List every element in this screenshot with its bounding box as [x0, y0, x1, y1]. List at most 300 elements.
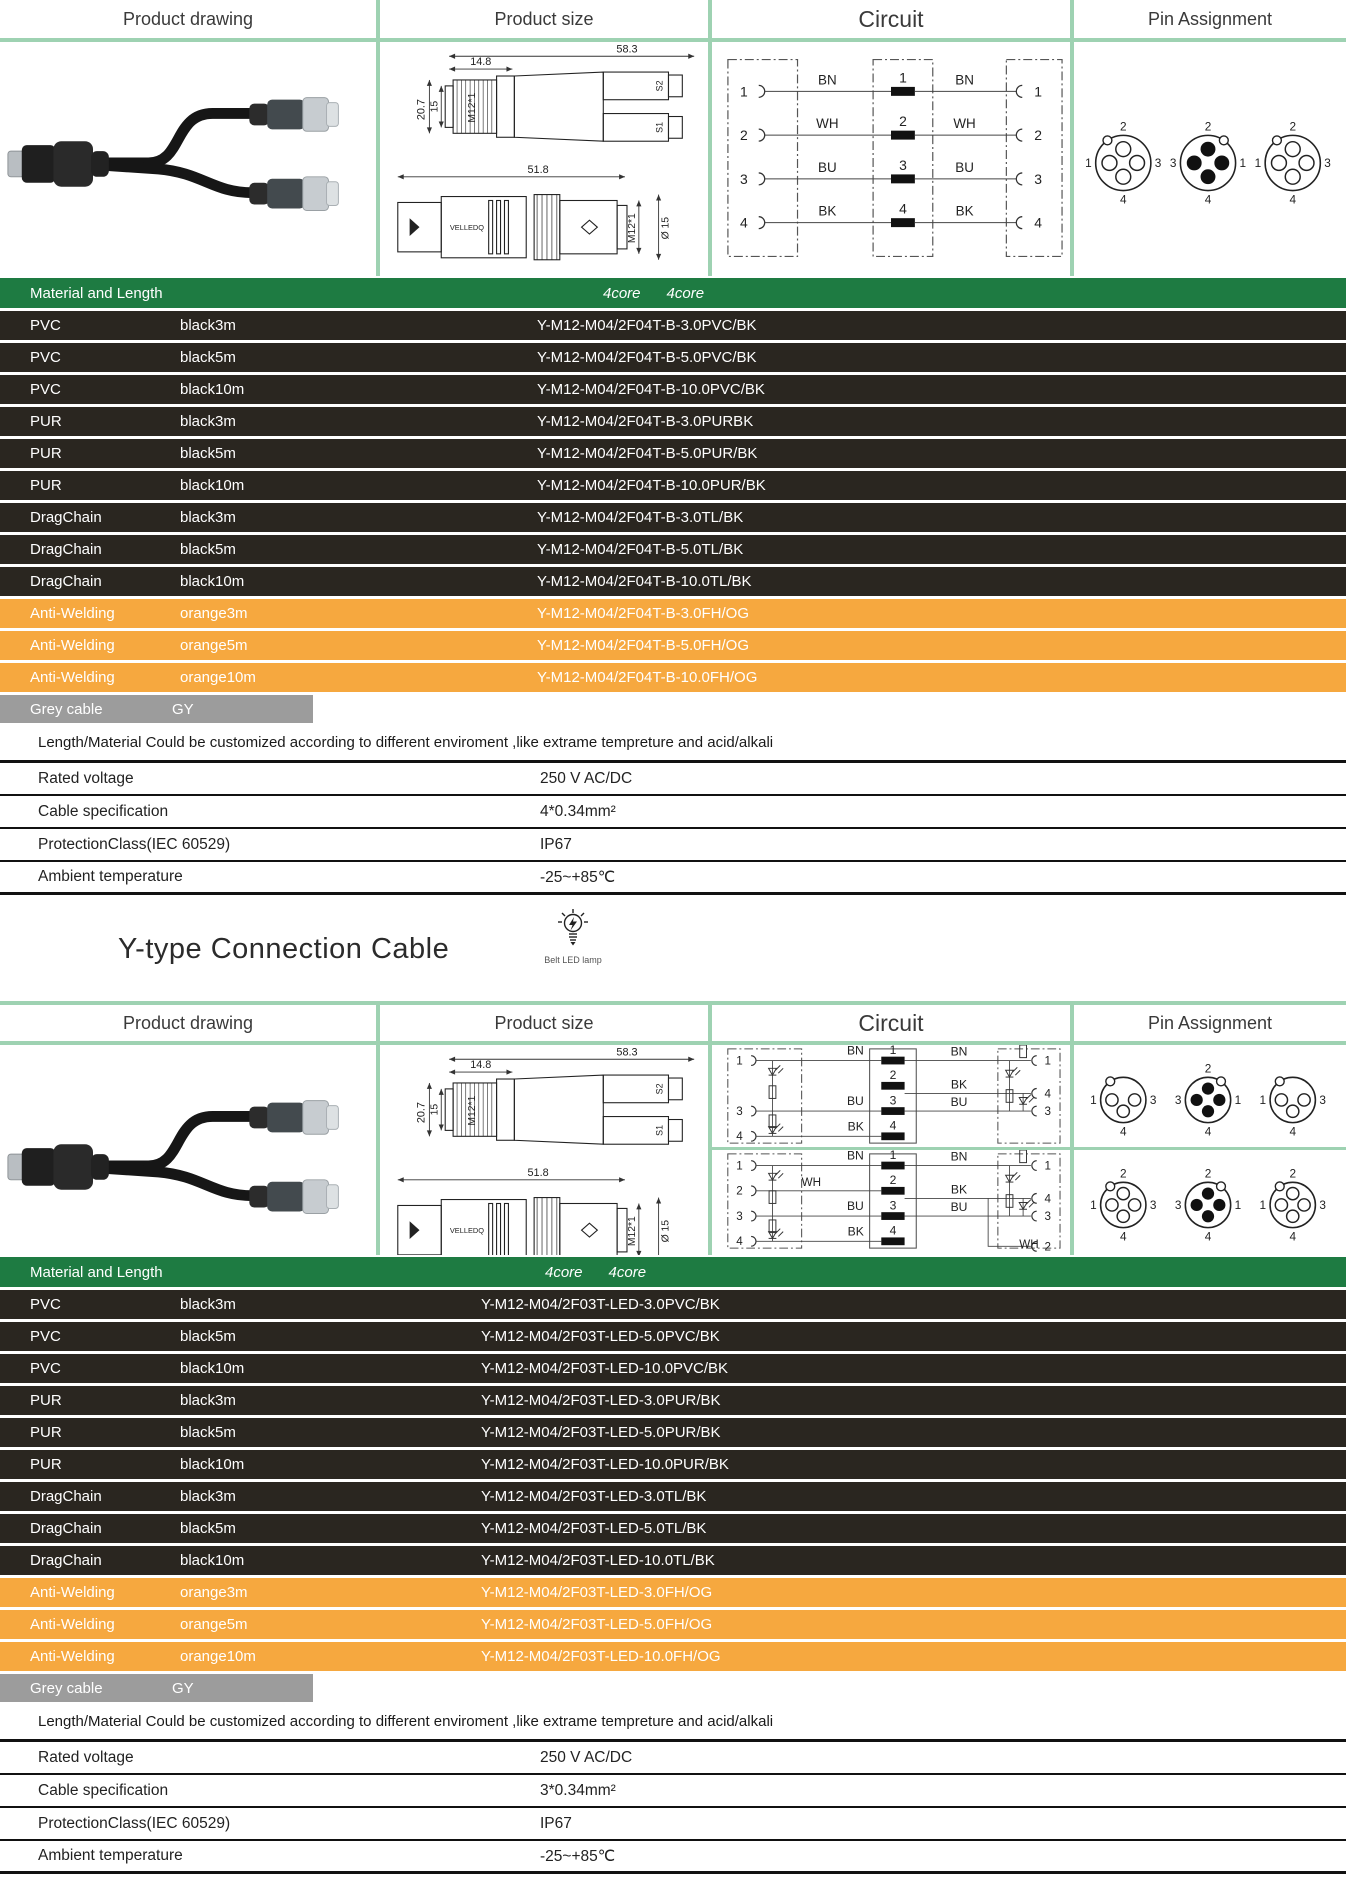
- table-row: [0, 631, 1346, 660]
- column-title-product-size: [380, 0, 712, 38]
- spec-row: [0, 1841, 1346, 1874]
- length-cell: black10m: [180, 1456, 245, 1473]
- svg-text:4: 4: [739, 214, 748, 231]
- svg-text:BU: BU: [846, 1199, 864, 1214]
- part-cell: Y-M12-M04/2F03T-LED-5.0PUR/BK: [481, 1424, 721, 1441]
- svg-text:BN: BN: [950, 1150, 968, 1164]
- product-photo: [0, 42, 380, 276]
- table-row: [0, 471, 1346, 500]
- table-row: [0, 407, 1346, 436]
- led-lamp-badge-label: Belt LED lamp: [544, 955, 602, 965]
- core-label: 4core: [603, 284, 641, 302]
- spec-label: ProtectionClass(IEC 60529): [38, 1814, 231, 1832]
- pin-assignment-diagram: [1074, 42, 1346, 276]
- table-row: [0, 1514, 1346, 1543]
- column-title-text: Circuit: [858, 5, 924, 32]
- svg-text:3: 3: [1034, 170, 1042, 187]
- svg-text:3: 3: [889, 1093, 897, 1108]
- part-cell: Y-M12-M04/2F03T-LED-5.0PVC/BK: [481, 1328, 720, 1345]
- length-cell: orange3m: [180, 1584, 248, 1601]
- column-title-text: Product size: [494, 1012, 594, 1033]
- svg-text:3: 3: [739, 170, 748, 187]
- svg-text:20.7: 20.7: [415, 99, 428, 121]
- material-cell: PUR: [30, 413, 62, 430]
- part-cell: Y-M12-M04/2F03T-LED-10.0FH/OG: [481, 1648, 721, 1665]
- svg-text:4: 4: [736, 1130, 743, 1144]
- svg-text:58.3: 58.3: [616, 1046, 638, 1059]
- svg-text:4: 4: [1204, 1229, 1212, 1244]
- svg-text:2: 2: [889, 1068, 897, 1082]
- svg-text:WH: WH: [953, 116, 976, 132]
- material-cell: Anti-Welding: [30, 605, 115, 622]
- svg-text:4: 4: [1044, 1192, 1051, 1206]
- grey-cable-code: GY: [172, 700, 194, 718]
- spec-value: -25~+85℃: [540, 1847, 616, 1865]
- table-header-band: [0, 278, 1346, 308]
- svg-text:2: 2: [1289, 1166, 1297, 1181]
- part-cell: Y-M12-M04/2F03T-LED-5.0FH/OG: [481, 1616, 713, 1633]
- table-row: [0, 503, 1346, 532]
- material-cell: PUR: [30, 1456, 62, 1473]
- svg-text:3: 3: [1044, 1209, 1051, 1223]
- column-title-circuit: [712, 0, 1074, 38]
- svg-text:58.3: 58.3: [616, 43, 638, 56]
- pin-assignment-row-bottom: [1074, 1150, 1346, 1255]
- table-row: [0, 1482, 1346, 1511]
- part-cell: Y-M12-M04/2F04T-B-10.0PVC/BK: [537, 381, 765, 398]
- led-lamp-badge: [534, 907, 612, 965]
- part-cell: Y-M12-M04/2F03T-LED-3.0PVC/BK: [481, 1296, 720, 1313]
- svg-text:BN: BN: [950, 1045, 968, 1059]
- svg-text:VELLEDQ: VELLEDQ: [449, 1226, 484, 1236]
- material-cell: PUR: [30, 477, 62, 494]
- column-title-text: Pin Assignment: [1147, 8, 1273, 29]
- svg-text:3: 3: [1174, 1197, 1182, 1212]
- svg-text:BN: BN: [955, 72, 974, 88]
- part-cell: Y-M12-M04/2F04T-B-3.0PURBK: [537, 413, 754, 430]
- svg-text:3: 3: [1149, 1092, 1157, 1107]
- table-row: [0, 599, 1346, 628]
- column-title-text: Product drawing: [122, 8, 254, 29]
- length-cell: black5m: [180, 1424, 236, 1441]
- svg-text:1: 1: [889, 1150, 897, 1162]
- svg-text:BU: BU: [955, 159, 974, 175]
- part-cell: Y-M12-M04/2F03T-LED-3.0TL/BK: [481, 1488, 707, 1505]
- length-cell: black10m: [180, 573, 245, 590]
- spec-value: -25~+85℃: [540, 868, 616, 886]
- svg-text:S2: S2: [654, 1083, 665, 1095]
- spec-value: 250 V AC/DC: [540, 1748, 633, 1766]
- material-cell: PVC: [30, 381, 61, 398]
- spec-label: Ambient temperature: [38, 868, 183, 885]
- table-row: [0, 1546, 1346, 1575]
- part-cell: Y-M12-M04/2F04T-B-3.0PVC/BK: [537, 317, 757, 334]
- svg-text:4: 4: [889, 1223, 897, 1238]
- circuit-svg: [712, 42, 1070, 274]
- svg-text:1: 1: [899, 69, 907, 86]
- material-cell: PUR: [30, 445, 62, 462]
- column-title-text: Product size: [494, 8, 594, 29]
- pin-assignment-diagrams: [1074, 1045, 1346, 1255]
- svg-text:3: 3: [1044, 1104, 1051, 1118]
- spec-label: Rated voltage: [38, 1748, 134, 1766]
- spec-row: [0, 1775, 1346, 1808]
- svg-text:15: 15: [429, 100, 441, 113]
- table-header-label: Material and Length: [30, 1263, 163, 1281]
- svg-text:4: 4: [889, 1118, 897, 1133]
- svg-text:4: 4: [1119, 192, 1127, 207]
- material-cell: Anti-Welding: [30, 1616, 115, 1633]
- circuit-svg: [712, 1150, 1070, 1252]
- svg-text:1: 1: [1044, 1159, 1051, 1173]
- part-cell: Y-M12-M04/2F04T-B-5.0PVC/BK: [537, 349, 757, 366]
- material-cell: DragChain: [30, 509, 102, 526]
- spec-value: 4*0.34mm²: [540, 802, 616, 820]
- svg-text:4: 4: [1119, 1229, 1127, 1244]
- part-cell: Y-M12-M04/2F04T-B-5.0PUR/BK: [537, 445, 758, 462]
- svg-text:S2: S2: [654, 80, 665, 92]
- svg-text:S1: S1: [654, 121, 665, 133]
- svg-text:3: 3: [1324, 155, 1331, 170]
- spec-row: [0, 1808, 1346, 1841]
- product-size-drawing: [380, 1045, 712, 1255]
- spec-value: IP67: [540, 1814, 572, 1832]
- grey-cable-code: GY: [172, 1679, 194, 1697]
- column-title-pin-assignment: [1074, 1005, 1346, 1041]
- pin-row-svg: [1074, 1045, 1342, 1147]
- table-row: [0, 567, 1346, 596]
- material-cell: PVC: [30, 349, 61, 366]
- material-cell: DragChain: [30, 1488, 102, 1505]
- svg-text:2: 2: [1119, 1166, 1127, 1181]
- svg-text:4: 4: [1044, 1087, 1051, 1101]
- part-cell: Y-M12-M04/2F04T-B-10.0TL/BK: [537, 573, 752, 590]
- core-labels: [545, 1264, 646, 1281]
- svg-text:BN: BN: [818, 72, 837, 88]
- table-header-band: [0, 1257, 1346, 1287]
- svg-text:2: 2: [739, 127, 748, 144]
- spec-label: Cable specification: [38, 802, 169, 820]
- material-cell: PVC: [30, 1296, 61, 1313]
- svg-text:3: 3: [1174, 1092, 1182, 1107]
- svg-text:VELLEDQ: VELLEDQ: [449, 223, 484, 233]
- svg-text:4: 4: [1289, 1124, 1297, 1139]
- svg-text:BU: BU: [846, 1094, 864, 1109]
- product-photo-svg: [0, 1045, 376, 1255]
- spec-row: [0, 796, 1346, 829]
- svg-text:2: 2: [1044, 1240, 1051, 1252]
- circuit-svg: [712, 1045, 1070, 1147]
- length-cell: black3m: [180, 413, 236, 430]
- svg-text:WH: WH: [801, 1175, 822, 1189]
- svg-text:M12*1: M12*1: [626, 213, 638, 244]
- length-cell: black10m: [180, 381, 245, 398]
- table-row: [0, 1578, 1346, 1607]
- svg-text:3: 3: [889, 1198, 897, 1213]
- pin-row-svg: [1074, 1150, 1342, 1252]
- svg-text:1: 1: [1254, 155, 1262, 170]
- table-row: [0, 1642, 1346, 1671]
- part-cell: Y-M12-M04/2F04T-B-10.0FH/OG: [537, 669, 758, 686]
- material-cell: DragChain: [30, 1520, 102, 1537]
- svg-text:M12*1: M12*1: [466, 92, 478, 123]
- svg-text:BU: BU: [818, 159, 837, 175]
- svg-text:4: 4: [1034, 214, 1042, 231]
- table-row: [0, 1418, 1346, 1447]
- svg-text:1: 1: [1044, 1054, 1051, 1068]
- svg-text:15: 15: [429, 1103, 441, 1116]
- svg-text:1: 1: [736, 1159, 743, 1173]
- spec-value: 250 V AC/DC: [540, 769, 633, 787]
- spec-table: [0, 760, 1346, 895]
- spec-row: [0, 829, 1346, 862]
- column-title-pin-assignment: [1074, 0, 1346, 38]
- svg-text:WH: WH: [816, 116, 839, 132]
- length-cell: orange5m: [180, 637, 248, 654]
- circuit-diagrams: [712, 1045, 1074, 1255]
- core-labels: [603, 285, 704, 302]
- core-label: 4core: [666, 284, 705, 302]
- spec-row: [0, 1742, 1346, 1775]
- grey-cable-label: Grey cable: [30, 1679, 103, 1697]
- svg-text:3: 3: [1319, 1197, 1326, 1212]
- part-cell: Y-M12-M04/2F03T-LED-3.0PUR/BK: [481, 1392, 721, 1409]
- svg-text:51.8: 51.8: [527, 163, 549, 176]
- svg-text:4: 4: [1204, 192, 1212, 207]
- svg-text:BK: BK: [818, 203, 837, 219]
- table-row: [0, 535, 1346, 564]
- circuit-diagram-bottom: [712, 1150, 1070, 1255]
- svg-text:2: 2: [1034, 127, 1042, 144]
- column-title-text: Pin Assignment: [1147, 1012, 1273, 1033]
- column-title-text: Product drawing: [122, 1012, 254, 1033]
- column-title-product-size: [380, 1005, 712, 1041]
- svg-text:4: 4: [899, 200, 907, 217]
- content-row: [0, 1045, 1346, 1255]
- svg-text:BK: BK: [847, 1224, 864, 1239]
- svg-text:14.8: 14.8: [470, 1059, 492, 1072]
- svg-text:BK: BK: [955, 203, 974, 219]
- spec-label: Rated voltage: [38, 769, 134, 787]
- length-cell: black10m: [180, 1360, 245, 1377]
- svg-text:4: 4: [736, 1235, 743, 1249]
- svg-text:1: 1: [1234, 1092, 1242, 1107]
- spec-label: ProtectionClass(IEC 60529): [38, 835, 231, 853]
- part-cell: Y-M12-M04/2F03T-LED-10.0TL/BK: [481, 1552, 715, 1569]
- table-row: [0, 439, 1346, 468]
- product-size-drawing: [380, 42, 712, 276]
- length-cell: black10m: [180, 477, 245, 494]
- material-cell: PVC: [30, 1360, 61, 1377]
- customization-note: Length/Material Could be customized according to different enviroment ,like extrame tempreture and acid/alkali: [38, 1713, 774, 1730]
- svg-text:2: 2: [1289, 119, 1297, 134]
- spec-row: [0, 763, 1346, 796]
- svg-text:1: 1: [1259, 1092, 1267, 1107]
- part-cell: Y-M12-M04/2F04T-B-10.0PUR/BK: [537, 477, 766, 494]
- length-cell: orange10m: [180, 669, 256, 686]
- svg-text:3: 3: [899, 156, 907, 173]
- length-cell: black3m: [180, 1392, 236, 1409]
- svg-text:4: 4: [1289, 192, 1297, 207]
- spec-label: Cable specification: [38, 1781, 169, 1799]
- svg-text:3: 3: [736, 1209, 743, 1223]
- section-4core-cable: [0, 0, 1346, 895]
- table-row: [0, 1290, 1346, 1319]
- section-led-cable: [0, 895, 1346, 1874]
- svg-text:3: 3: [1149, 1197, 1157, 1212]
- svg-text:S1: S1: [654, 1124, 665, 1136]
- svg-text:BN: BN: [846, 1150, 864, 1163]
- svg-text:M12*1: M12*1: [466, 1095, 478, 1126]
- grey-cable-row: [0, 1674, 313, 1702]
- length-cell: black5m: [180, 445, 236, 462]
- svg-text:BK: BK: [950, 1077, 968, 1092]
- svg-text:BK: BK: [950, 1182, 968, 1197]
- length-cell: black3m: [180, 509, 236, 526]
- table-row: [0, 1354, 1346, 1383]
- column-title-text: Circuit: [858, 1009, 924, 1036]
- svg-text:M12*1: M12*1: [626, 1216, 638, 1247]
- material-cell: PVC: [30, 317, 61, 334]
- length-cell: black3m: [180, 317, 236, 334]
- column-title-circuit: [712, 1005, 1074, 1041]
- part-cell: Y-M12-M04/2F03T-LED-10.0PUR/BK: [481, 1456, 729, 1473]
- svg-text:BN: BN: [846, 1045, 864, 1058]
- svg-text:2: 2: [1204, 119, 1212, 134]
- section-title: Y-type Connection Cable: [118, 933, 450, 965]
- length-cell: black3m: [180, 1296, 236, 1313]
- length-cell: orange3m: [180, 605, 248, 622]
- svg-text:1: 1: [1234, 1197, 1242, 1212]
- grey-cable-label: Grey cable: [30, 700, 103, 718]
- length-cell: black5m: [180, 1328, 236, 1345]
- product-size-svg: [380, 1045, 708, 1255]
- column-title-product-drawing: [0, 0, 380, 38]
- table-row: [0, 1386, 1346, 1415]
- table-row: [0, 343, 1346, 372]
- material-table: [0, 1290, 1346, 1671]
- section-heading-block: [0, 895, 1346, 1001]
- material-cell: PVC: [30, 1328, 61, 1345]
- material-cell: Anti-Welding: [30, 637, 115, 654]
- svg-text:1: 1: [1085, 155, 1092, 170]
- material-cell: PUR: [30, 1392, 62, 1409]
- svg-text:1: 1: [1259, 1197, 1267, 1212]
- svg-text:3: 3: [736, 1104, 743, 1118]
- svg-text:1: 1: [1239, 155, 1247, 170]
- svg-text:Ø 15: Ø 15: [660, 216, 672, 240]
- grey-cable-row: [0, 695, 313, 723]
- svg-text:2: 2: [889, 1173, 897, 1187]
- svg-text:3: 3: [1319, 1092, 1326, 1107]
- spec-value: 3*0.34mm²: [540, 1781, 616, 1799]
- table-row: [0, 1610, 1346, 1639]
- length-cell: orange5m: [180, 1616, 248, 1633]
- circuit-diagram: [712, 42, 1074, 276]
- svg-text:14.8: 14.8: [470, 56, 492, 69]
- circuit-diagram-top: [712, 1045, 1070, 1150]
- table-row: [0, 375, 1346, 404]
- svg-text:2: 2: [899, 113, 907, 130]
- svg-text:4: 4: [1119, 1124, 1127, 1139]
- svg-text:Ø 15: Ø 15: [660, 1219, 672, 1243]
- svg-text:BU: BU: [950, 1095, 968, 1110]
- material-cell: DragChain: [30, 541, 102, 558]
- svg-text:20.7: 20.7: [415, 1102, 428, 1124]
- svg-text:2: 2: [1204, 1166, 1212, 1181]
- material-cell: DragChain: [30, 1552, 102, 1569]
- svg-text:4: 4: [1289, 1229, 1297, 1244]
- svg-text:1: 1: [736, 1054, 743, 1068]
- svg-text:BU: BU: [950, 1200, 968, 1215]
- product-photo-svg: [0, 42, 376, 276]
- pin-row-svg: [1074, 42, 1342, 276]
- table-row: [0, 1450, 1346, 1479]
- length-cell: black3m: [180, 1488, 236, 1505]
- svg-text:2: 2: [1119, 119, 1127, 134]
- table-header-label: Material and Length: [30, 284, 163, 302]
- column-header-row: [0, 1001, 1346, 1045]
- svg-text:1: 1: [1090, 1197, 1097, 1212]
- core-label: 4core: [545, 1263, 583, 1281]
- length-cell: black5m: [180, 1520, 236, 1537]
- customization-note: Length/Material Could be customized according to different enviroment ,like extrame tempreture and acid/alkali: [38, 734, 774, 751]
- pin-assignment-row-top: [1074, 1045, 1346, 1150]
- product-size-svg: [380, 42, 708, 276]
- material-cell: DragChain: [30, 573, 102, 590]
- svg-text:3: 3: [1169, 155, 1177, 170]
- length-cell: orange10m: [180, 1648, 256, 1665]
- svg-text:1: 1: [1090, 1092, 1097, 1107]
- led-lamp-icon: [550, 907, 596, 949]
- length-cell: black5m: [180, 349, 236, 366]
- table-row: [0, 1322, 1346, 1351]
- part-cell: Y-M12-M04/2F04T-B-5.0TL/BK: [537, 541, 744, 558]
- material-cell: PUR: [30, 1424, 62, 1441]
- svg-text:WH: WH: [1019, 1238, 1039, 1252]
- spec-value: IP67: [540, 835, 572, 853]
- part-cell: Y-M12-M04/2F03T-LED-5.0TL/BK: [481, 1520, 707, 1537]
- table-row: [0, 311, 1346, 340]
- content-row: [0, 42, 1346, 276]
- svg-text:51.8: 51.8: [527, 1166, 549, 1179]
- svg-text:1: 1: [889, 1045, 897, 1057]
- material-cell: Anti-Welding: [30, 1648, 115, 1665]
- material-table: [0, 311, 1346, 692]
- svg-text:2: 2: [736, 1184, 743, 1198]
- spec-label: Ambient temperature: [38, 1847, 183, 1864]
- part-cell: Y-M12-M04/2F04T-B-5.0FH/OG: [537, 637, 750, 654]
- product-photo: [0, 1045, 380, 1255]
- length-cell: black5m: [180, 541, 236, 558]
- material-cell: Anti-Welding: [30, 1584, 115, 1601]
- svg-text:3: 3: [1154, 155, 1162, 170]
- part-cell: Y-M12-M04/2F04T-B-3.0TL/BK: [537, 509, 744, 526]
- svg-text:1: 1: [1034, 83, 1042, 100]
- length-cell: black10m: [180, 1552, 245, 1569]
- svg-text:BK: BK: [847, 1119, 864, 1134]
- spec-row: [0, 862, 1346, 895]
- material-cell: Anti-Welding: [30, 669, 115, 686]
- svg-text:1: 1: [739, 83, 748, 100]
- table-row: [0, 663, 1346, 692]
- spec-table: [0, 1739, 1346, 1874]
- core-label: 4core: [608, 1263, 647, 1281]
- part-cell: Y-M12-M04/2F03T-LED-10.0PVC/BK: [481, 1360, 729, 1377]
- svg-text:4: 4: [1204, 1124, 1212, 1139]
- part-cell: Y-M12-M04/2F03T-LED-3.0FH/OG: [481, 1584, 713, 1601]
- column-header-row: [0, 0, 1346, 42]
